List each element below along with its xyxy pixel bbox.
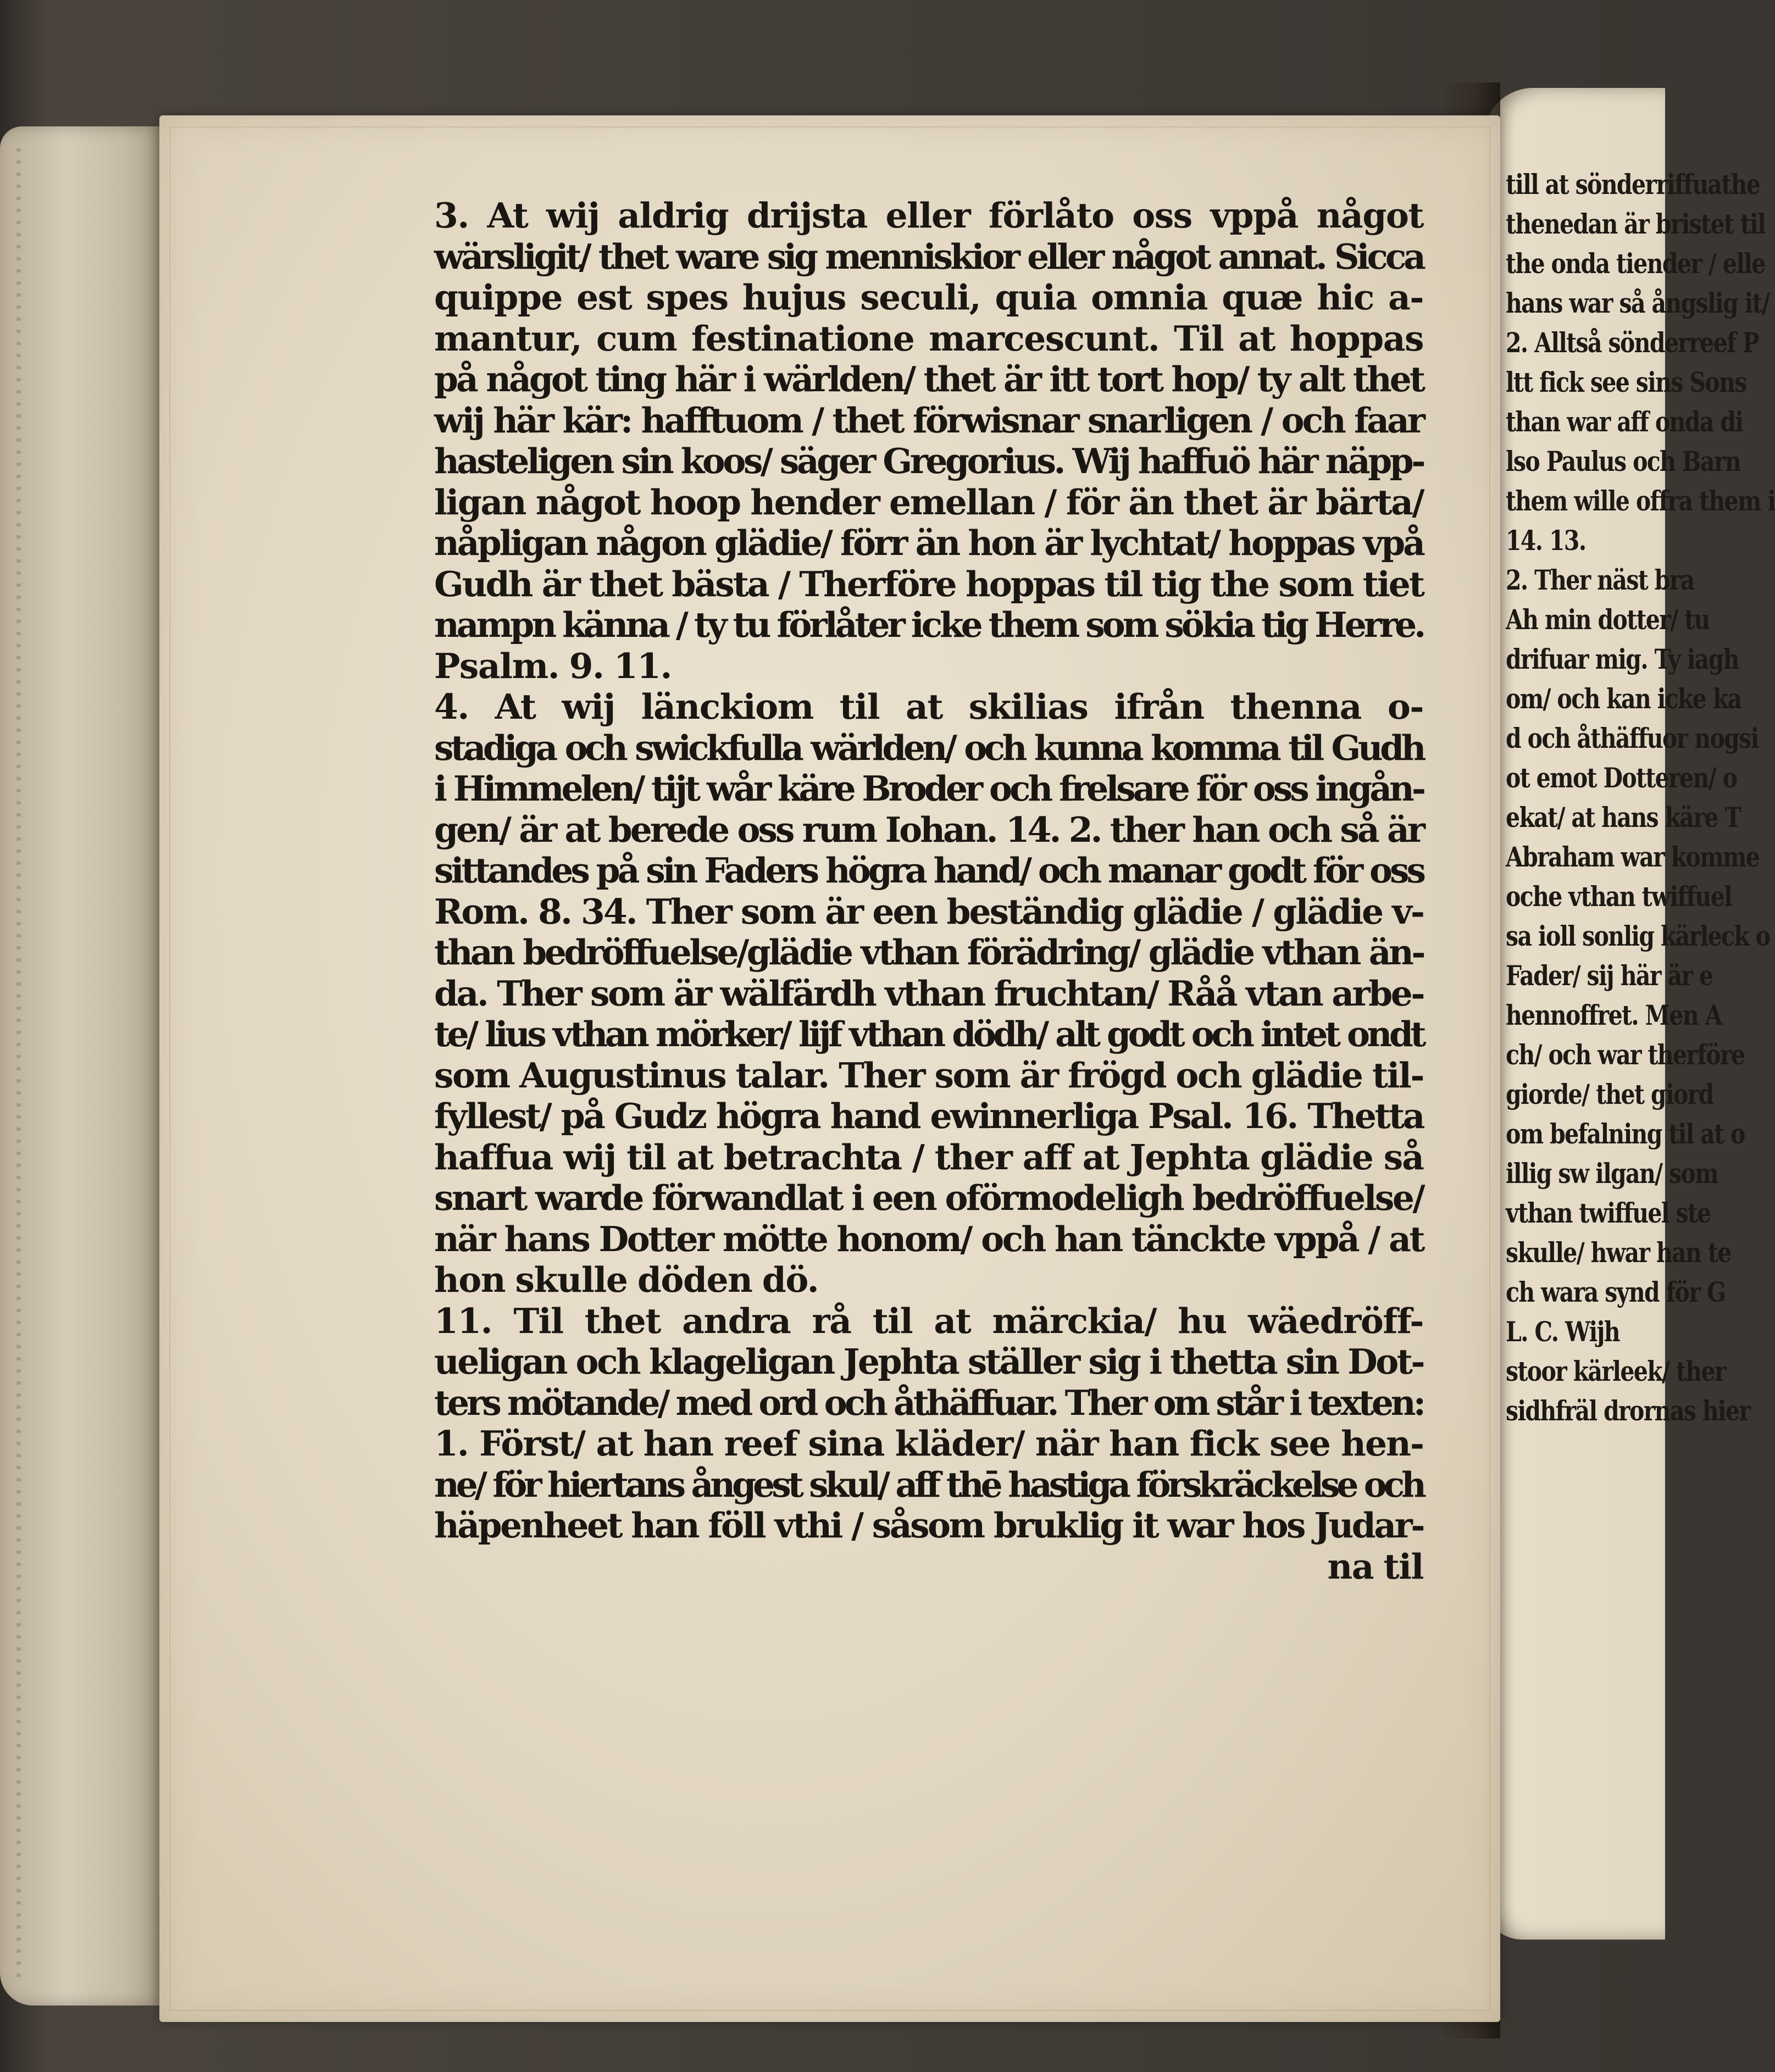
facing-page-line: ltt fick see sins Sons: [1506, 366, 1746, 398]
facing-page-line: sidhfräl drornas hier: [1506, 1395, 1750, 1427]
page-text: [434, 195, 1423, 1587]
facing-page-line: till at sönderriffuathe: [1506, 168, 1760, 201]
facing-page-line: illig sw ilgan/ som: [1506, 1157, 1718, 1190]
text-line: häpenheet han föll vthi / såsom bruklig it war hos Judar-: [434, 1505, 1423, 1546]
facing-page: [1484, 88, 1775, 1940]
text-line: 3. At wij aldrig drijsta eller förlåto oss vppå något: [434, 195, 1423, 236]
facing-page-line: hennoffret. Men A: [1506, 999, 1722, 1031]
facing-page-line: drifuar mig. Ty iagh: [1506, 643, 1739, 675]
text-line: da. Ther som är wälfärdh vthan fruchtan/ Råå vtan arbe-: [434, 973, 1423, 1014]
text-line: 11. Til thet andra rå til at märckia/ hu wäedröff-: [434, 1300, 1423, 1341]
text-line: Gudh är thet bästa / Therföre hoppas til tig the som tiet: [434, 563, 1423, 604]
facing-page-line: Abraham war komme: [1506, 841, 1760, 873]
text-line: quippe est spes hujus seculi, quia omnia quæ hic a-: [434, 277, 1423, 318]
facing-page-line: 14. 13.: [1506, 524, 1586, 557]
facing-page-line: ot emot Dotteren/ o: [1506, 762, 1737, 794]
facing-page-line: ch wara synd för G: [1506, 1276, 1726, 1308]
facing-page-line: oche vthan twiffuel: [1506, 880, 1732, 913]
facing-page-line: than war aff onda di: [1506, 405, 1743, 438]
text-line: ligan något hoop hender emellan / för än thet är bärta/: [434, 481, 1423, 523]
facing-page-line: L. C. Wijh: [1506, 1315, 1619, 1348]
facing-page-line: vthan twiffuel ste: [1506, 1197, 1711, 1229]
text-line: fyllest/ på Gudz högra hand ewinnerliga Psal. 16. Thetta: [434, 1096, 1423, 1136]
text-line: 4. At wij länckiom til at skilias ifrån thenna o-: [434, 686, 1423, 727]
facing-page-text: [1506, 165, 1775, 1431]
text-line: i Himmelen/ tijt wår käre Broder och frelsare för oss ingån-: [434, 768, 1423, 809]
text-line: wärsligit/ thet ware sig menniskior eller något annat. Sicca: [434, 236, 1423, 277]
facing-page-line: lso Paulus och Barn: [1506, 445, 1740, 477]
catchword: na til: [1327, 1546, 1423, 1587]
facing-page-line: them wille offra them i: [1506, 485, 1775, 517]
text-line: mantur, cum festinatione marcescunt. Til at hoppas: [434, 318, 1423, 359]
text-line: ters mötande/ med ord och åthäffuar. Ther om står i texten:: [434, 1382, 1423, 1423]
text-line: snart warde förwandlat i een oförmodeligh bedröffuelse/: [434, 1177, 1423, 1218]
text-line: Psalm. 9. 11.: [434, 645, 672, 686]
text-line: nåpligan någon glädie/ förr än hon är lychtat/ hoppas vpå: [434, 523, 1423, 563]
text-line: gen/ är at berede oss rum Iohan. 14. 2. ther han och så är: [434, 809, 1423, 850]
facing-page-line: 2. Alltså sönderreef P: [1506, 326, 1759, 359]
text-line: stadiga och swickfulla wärlden/ och kunna komma til Gudh: [434, 727, 1423, 768]
facing-page-line: stoor kärleek/ ther: [1506, 1355, 1726, 1387]
text-line: när hans Dotter mötte honom/ och han tänckte vppå / at: [434, 1218, 1423, 1259]
text-line: wij här kär: hafftuom / thet förwisnar snarligen / och faar: [434, 399, 1423, 441]
text-line: Rom. 8. 34. Ther som är een beständig glädie / glädie v-: [434, 891, 1423, 932]
facing-page-line: sa ioll sonlig kärleck o: [1506, 920, 1770, 952]
facing-page-line: thenedan är bristet til: [1506, 208, 1766, 240]
text-line: 1. Först/ at han reef sina kläder/ när han fick see hen-: [434, 1423, 1423, 1464]
text-line: ueligan och klageligan Jephta ställer sig i thetta sin Dot-: [434, 1341, 1423, 1382]
book-left-edge: [0, 126, 165, 2006]
text-line: haffua wij til at betrachta / ther aff at Jephta glädie så: [434, 1136, 1423, 1177]
text-line: som Augustinus talar. Ther som är frögd och glädie til-: [434, 1054, 1423, 1096]
facing-page-line: Ah min dotter/ tu: [1506, 603, 1710, 636]
facing-page-line: ch/ och war therföre: [1506, 1038, 1745, 1071]
facing-page-line: the onda tiender / elle: [1506, 247, 1765, 280]
text-line: hasteligen sin koos/ säger Gregorius. Wij haffuö här näpp-: [434, 441, 1423, 481]
text-line: sittandes på sin Faders högra hand/ och manar godt för oss: [434, 850, 1423, 891]
facing-page-line: skulle/ hwar han te: [1506, 1236, 1731, 1269]
facing-page-line: Fader/ sij här är e: [1506, 959, 1713, 992]
text-line: nampn känna / ty tu förlåter icke them som sökia tig Herre.: [434, 604, 1424, 645]
facing-page-line: 2. Ther näst bra: [1506, 564, 1694, 596]
facing-page-line: om befalning til at o: [1506, 1118, 1745, 1150]
facing-page-line: hans war så ångslig it/: [1506, 287, 1770, 319]
text-line: te/ lius vthan mörker/ lijf vthan dödh/ alt godt och intet ondt: [434, 1014, 1423, 1054]
text-line: på något ting här i wärlden/ thet är itt tort hop/ ty alt thet: [434, 359, 1423, 399]
text-line: hon skulle döden dö.: [434, 1259, 819, 1300]
text-line: ne/ för hiertans ångest skul/ aff thē hastiga förskräckelse och: [434, 1464, 1423, 1505]
facing-page-line: giorde/ thet giord: [1506, 1078, 1713, 1110]
text-line: than bedröffuelse/glädie vthan förädring/ glädie vthan än-: [434, 932, 1423, 973]
facing-page-line: d och åthäffuor nogsi: [1506, 722, 1759, 754]
facing-page-line: ekat/ at hans käre T: [1506, 801, 1741, 834]
facing-page-line: om/ och kan icke ka: [1506, 682, 1741, 715]
